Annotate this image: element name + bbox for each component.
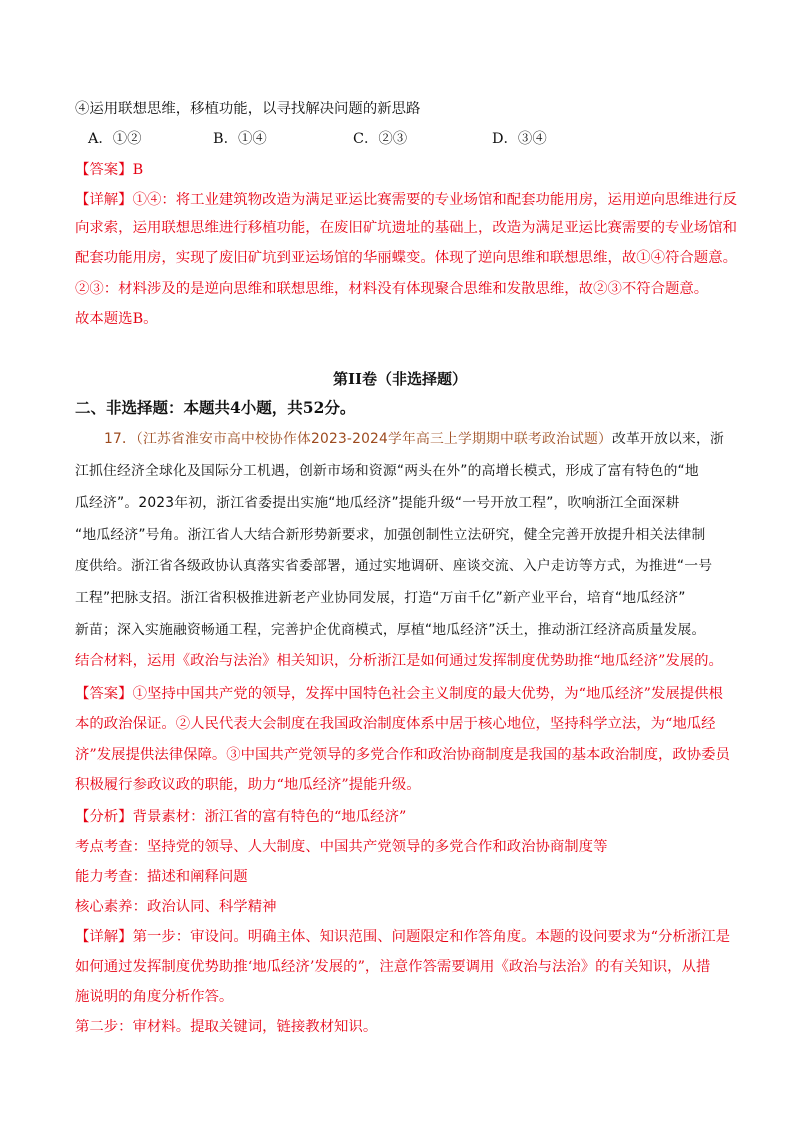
q16-answer: 【答案】B [75,162,144,178]
section-heading: 二、非选择题：本题共4小题，共52分。 [75,398,356,417]
choice-c: C．②③ [353,131,408,147]
detail-line: 第二步：审材料。提取关键词，链接教材知识。 [75,1019,378,1035]
q16-detail-line: ②③：材料涉及的是逆向思维和联想思维，材料没有体现聚合思维和发散思维，故②③不符合题意。 [75,281,709,297]
part-title: 第II卷（非选择题） [332,370,468,388]
q17-material-line: 江抓住经济全球化及国际分工机遇，创新市场和资源“两头在外”的高增长模式，形成了富有特色的“地 [75,463,699,479]
q17-material-line: 瓜经济”。2023年初，浙江省委提出实施“地瓜经济”提能升级“一号开放工程”，吹响浙江全面深耕 [75,495,680,511]
q17-number: 17． [104,431,136,447]
q17-material-line: “地瓜经济”号角。浙江省人大结合新形势新要求，加强创制性立法研究，健全完善开放提升相关法律制 [75,527,706,543]
q17-answer-line: 【答案】①坚持中国共产党的领导，发挥中国特色社会主义制度的最大优势，为“地瓜经济”发展提供根 [75,686,723,702]
detail-line: 施说明的角度分析作答。 [75,989,234,1005]
q17-material-line: 度供给。浙江省各级政协认真落实省委部署，通过实地调研、座谈交流、入户走访等方式，为推进“一号 [75,558,713,574]
analysis-line: 背景素材：浙江省的富有特色的“地瓜经济” [132,809,407,825]
choice-a: A．①② [88,131,142,147]
option-4-text: ④运用联想思维，移植功能，以寻找解决问题的新思路 [75,101,421,117]
q17-source: （江苏省淮安市高中校协作体2023-2024学年高三上学期期中联考政治试题） [135,431,612,447]
analysis-line: 能力考查：描述和阐释问题 [75,869,248,885]
analysis-line: 核心素养：政治认同、科学精神 [75,899,277,915]
q17-material-line: 新苗；深入实施融资畅通工程，完善护企优商模式，厚植“地瓜经济”沃土，推动浙江经济高质量发展。 [75,622,706,638]
choice-d: D．③④ [492,131,547,147]
q16-detail-line: 配套功能用房，实现了废旧矿坑到亚运场馆的华丽蝶变。体现了逆向思维和联想思维，故①④符合题意。 [75,250,737,266]
detail-line: 第一步：审设问。明确主体、知识范围、问题限定和作答角度。本题的设问要求为“分析浙江是 [132,929,730,945]
q16-detail-line: 向求索，运用联想思维进行移植功能，在废旧矿坑遗址的基础上，改造为满足亚运比赛需要的专业场馆和 [75,220,737,236]
q16-conclusion: 故本题选B。 [75,311,158,327]
q17-material-start: 改革开放以来，浙 [611,431,724,447]
q17-first-line [104,429,724,449]
q17-question: 结合材料，运用《政治与法治》相关知识，分析浙江是如何通过发挥制度优势助推“地瓜经济”发展的。 [75,653,723,669]
q17-material-line: 工程”把脉支招。浙江省积极推进新老产业协同发展，打造“万亩千亿”新产业平台，培育“地瓜经济” [75,590,686,606]
analysis-line: 考点考查：坚持党的领导、人大制度、中国共产党领导的多党合作和政治协商制度等 [75,839,608,855]
q17-analysis-heading [75,807,406,827]
q17-answer-line: 积极履行参政议政的职能，助力“地瓜经济”提能升级。 [75,777,421,793]
q16-detail-line: 【详解】①④：将工业建筑物改造为满足亚运比赛需要的专业场馆和配套功能用房，运用逆向思维进行反 [75,192,737,208]
analysis-tag: 【分析】 [75,809,133,825]
q17-answer-line: 本的政治保证。②人民代表大会制度在我国政治制度体系中居于核心地位，坚持科学立法，为“地瓜经 [75,716,716,732]
choice-b: B．①④ [213,131,267,147]
q17-detail-heading [75,927,730,947]
q17-answer-line: 济”发展提供法律保障。③中国共产党领导的多党合作和政治协商制度是我国的基本政治制度，政协委员 [75,747,730,763]
detail-tag: 【详解】 [75,929,133,945]
detail-line: 如何通过发挥制度优势助推‘地瓜经济’发展的”，注意作答需要调用《政治与法治》的有关知识，从措 [75,959,711,975]
